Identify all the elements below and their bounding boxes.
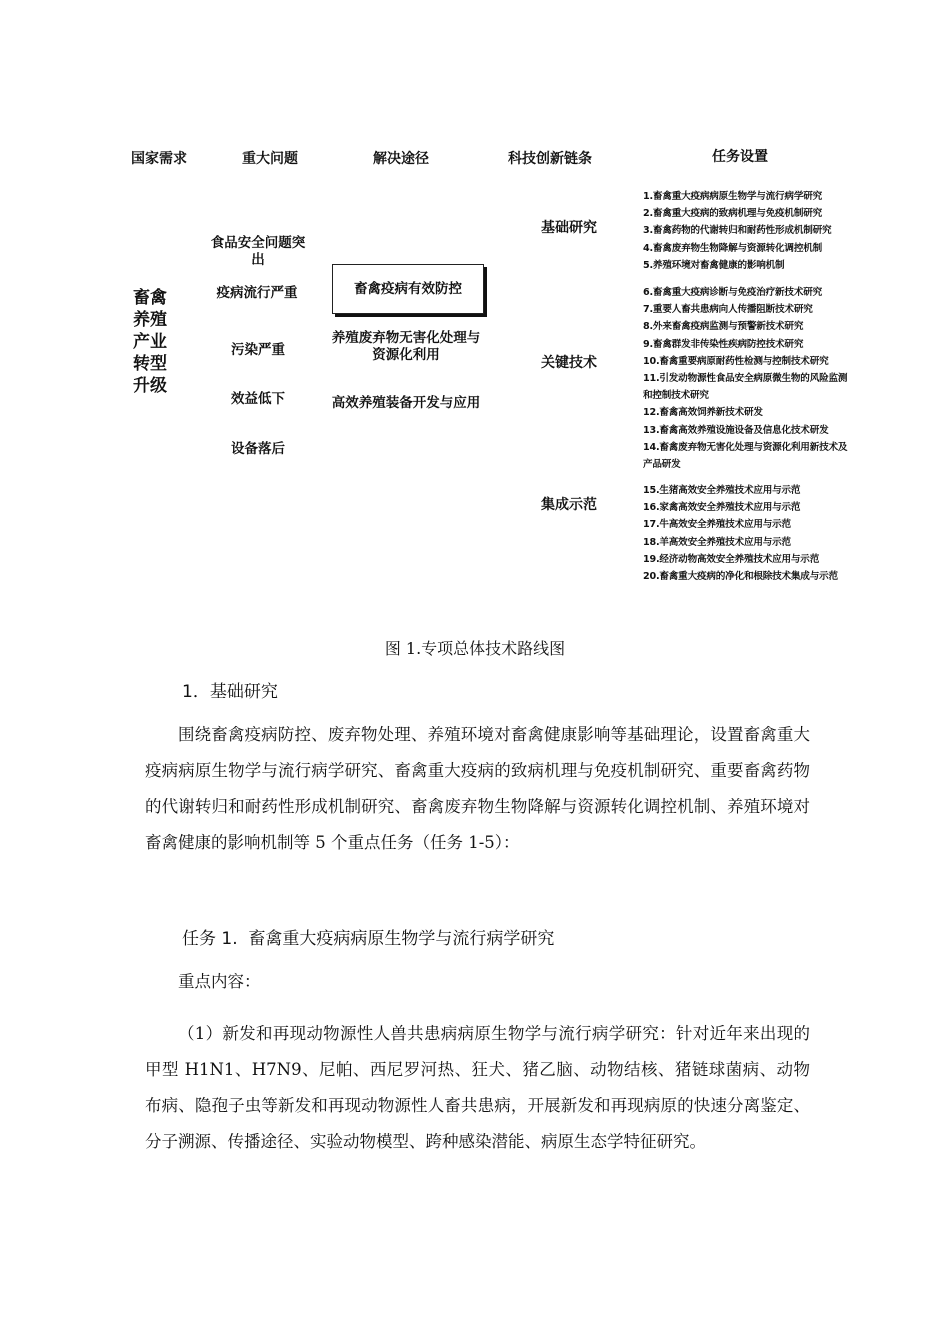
solution-disease-control bbox=[332, 264, 484, 314]
task-item: 2.畜禽重大疫病的致病机理与免疫机制研究 bbox=[643, 208, 823, 220]
task-item: 11.引发动物源性食品安全病原微生物的风险监测和控制技术研究 bbox=[643, 373, 848, 402]
task-item: 5.养殖环境对畜禽健康的影响机制 bbox=[643, 259, 785, 271]
task-item: 16.家禽高效安全养殖技术应用与示范 bbox=[643, 502, 801, 514]
header-national-need: 国家需求 bbox=[131, 151, 187, 167]
task-item: 7.重要人畜共患病向人传播阻断技术研究 bbox=[643, 304, 813, 316]
problem-pollution: 污染严重 bbox=[231, 342, 285, 358]
task-item: 3.畜禽药物的代谢转归和耐药性形成机制研究 bbox=[643, 225, 832, 237]
task-item: 12.畜禽高效饲养新技术研发 bbox=[643, 407, 763, 419]
intro-paragraph: 围绕畜禽疫病防控、废弃物处理、养殖环境对畜禽健康影响等基础理论，设置畜禽重大疫病病原生物学与流行病学研究、畜禽重大疫病的致病机理与免疫机制研究、重要畜禽药物的代谢转归和耐药性形成机制研究、畜禽废弃物生物降解与资源转化调控机制、养殖环境对畜禽健康的影响机制等 5 个重点任务（任务 1-5）： bbox=[145, 725, 810, 852]
problem-outdated-equipment: 设备落后 bbox=[231, 441, 285, 457]
section-heading: 1．基础研究 bbox=[182, 682, 278, 702]
task-item: 8.外来畜禽疫病监测与预警新技术研究 bbox=[643, 321, 804, 333]
task-item: 13.畜禽高效养殖设施设备及信息化技术研发 bbox=[643, 424, 829, 436]
task-item: 19.经济动物高效安全养殖技术应用与示范 bbox=[643, 553, 820, 565]
problem-food-safety: 食品安全问题突出 bbox=[210, 235, 306, 268]
task-item: 20.畜禽重大疫病的净化和根除技术集成与示范 bbox=[643, 571, 838, 583]
task-item: 6.畜禽重大疫病诊断与免疫治疗新技术研究 bbox=[643, 287, 823, 298]
solution-disease-control-label: 畜禽疫病有效防控 bbox=[354, 280, 462, 297]
task-item: 1.畜禽重大疫病病原生物学与流行病学研究 bbox=[643, 191, 823, 202]
task-group-key bbox=[643, 284, 851, 473]
problem-low-efficiency: 效益低下 bbox=[231, 391, 285, 407]
header-major-problem: 重大问题 bbox=[242, 151, 298, 167]
task-item: 15.生猪高效安全养殖技术应用与示范 bbox=[643, 485, 801, 496]
task-item: 17.牛高效安全养殖技术应用与示范 bbox=[643, 519, 791, 531]
task-heading: 任务 1. 畜禽重大疫病病原生物学与流行病学研究 bbox=[182, 929, 555, 949]
key-content-label: 重点内容： bbox=[178, 972, 261, 991]
problem-epidemic: 疫病流行严重 bbox=[216, 285, 298, 301]
national-need-text: 畜禽养殖产业转型升级 bbox=[133, 288, 167, 396]
header-task-setting: 任务设置 bbox=[712, 149, 768, 165]
solution-waste-treatment: 养殖废弃物无害化处理与资源化利用 bbox=[331, 330, 481, 363]
task-item: 4.畜禽废弃物生物降解与资源转化调控机制 bbox=[643, 242, 823, 254]
header-solution-path: 解决途径 bbox=[373, 151, 429, 167]
content-paragraph: （1）新发和再现动物源性人兽共患病病原生物学与流行病学研究：针对近年来出现的甲型 H1N1、H7N9、尼帕、西尼罗河热、狂犬、猪乙脑、动物结核、猪链球菌病、动物布病、隐孢子虫等新发和再现动物源性人畜共患病，开展新发和再现病原的快速分离鉴定、分子溯源、传播途径、实验动物模型、跨种感染潜能、病原生态学特征研究。 bbox=[145, 1024, 810, 1151]
task-item: 18.羊高效安全养殖技术应用与示范 bbox=[643, 536, 791, 548]
task-item: 9.畜禽群发非传染性疾病防控技术研究 bbox=[643, 338, 804, 350]
header-innovation-chain: 科技创新链条 bbox=[508, 151, 592, 167]
task-group-demo bbox=[643, 482, 851, 585]
chain-basic-research: 基础研究 bbox=[541, 220, 597, 236]
task-item: 10.畜禽重要病原耐药性检测与控制技术研究 bbox=[643, 355, 829, 367]
figure-caption: 图 1.专项总体技术路线图 bbox=[384, 639, 566, 658]
chain-integration-demo: 集成示范 bbox=[541, 497, 597, 513]
task-item: 14.畜禽废弃物无害化处理与资源化利用新技术及产品研发 bbox=[643, 441, 848, 471]
task-group-basic bbox=[643, 188, 851, 274]
chain-key-technology: 关键技术 bbox=[541, 355, 597, 371]
solution-equipment: 高效养殖装备开发与应用 bbox=[331, 395, 481, 411]
